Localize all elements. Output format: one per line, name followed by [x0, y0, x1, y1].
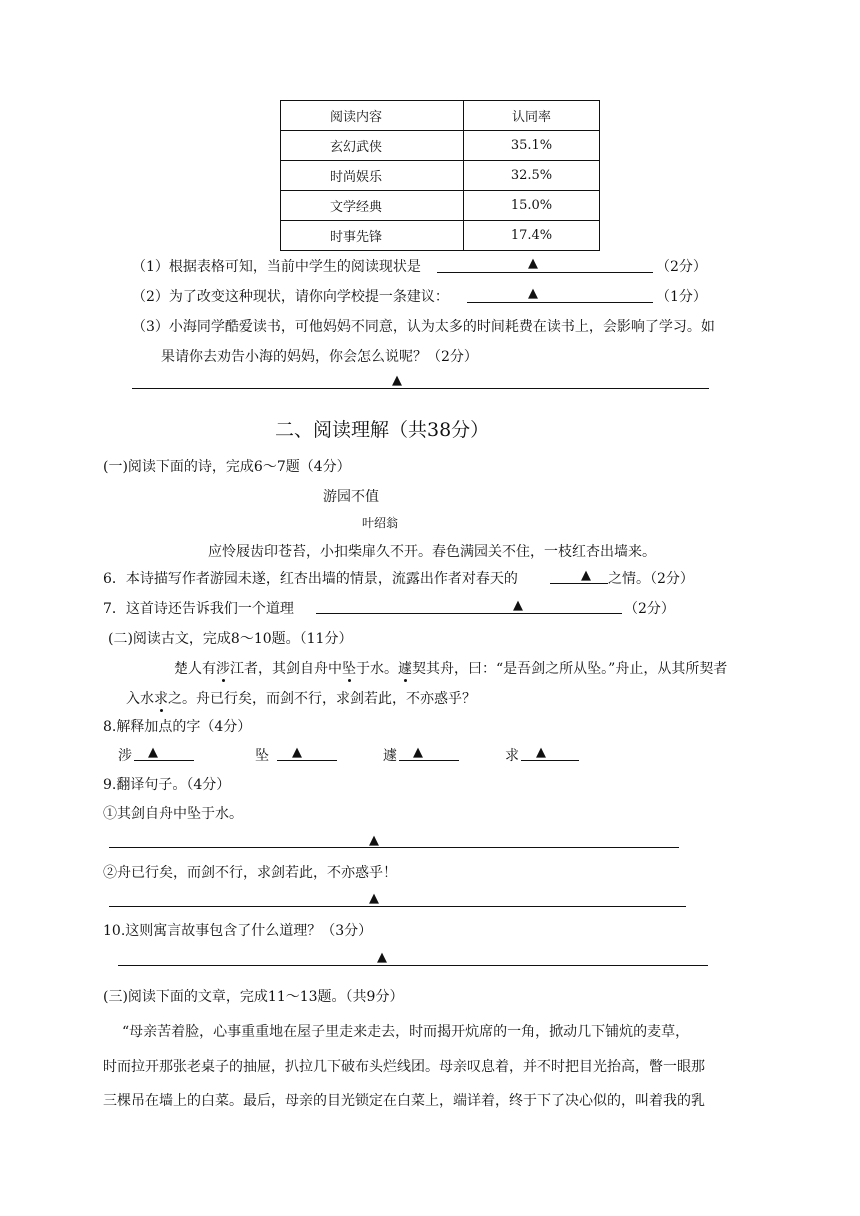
table-row — [281, 131, 600, 161]
prose-line-3: 三棵吊在墙上的白菜。最后，母亲的目光锁定在白菜上，端详着，终于下了决心似的，叫着我的乳 — [103, 1093, 705, 1109]
answer-mark-q8-ju: ▲ — [413, 745, 423, 760]
text-fragment: 江者，其剑自舟中 — [230, 661, 342, 677]
classical-section-intro: (二)阅读古文，完成8～10题。（11分） — [108, 631, 353, 647]
text-fragment: 契其舟，曰：“是吾剑之所从坠。”舟止，从其所契者 — [412, 661, 728, 677]
answer-mark-q6: ▲ — [581, 568, 591, 583]
answer-line-q8-qiu[interactable] — [521, 760, 579, 761]
prose-line-2: 时而拉开那张老桌子的抽屉，扒拉几下破布头烂线团。母亲叹息着，并不时把目光抬高，瞥一眼那 — [103, 1059, 705, 1075]
poem-author: 叶绍翁 — [362, 516, 399, 530]
answer-line-q9-2[interactable] — [109, 906, 686, 907]
dotted-char-zhui: 坠 — [342, 661, 356, 677]
prose-section-intro: (三)阅读下面的文章，完成11～13题。（共9分） — [103, 989, 404, 1005]
answer-line-q9-1[interactable] — [109, 847, 679, 848]
answer-line-q7[interactable] — [316, 613, 622, 614]
dotted-char-she: 涉 — [216, 661, 230, 677]
table-header-rate: 认同率 — [464, 101, 600, 131]
answer-line-q3[interactable] — [132, 388, 709, 389]
answer-mark-q2: ▲ — [528, 286, 538, 301]
answer-line-q6[interactable] — [550, 583, 608, 584]
answer-line-q10[interactable] — [118, 965, 708, 966]
poem-title: 游园不值 — [323, 489, 379, 505]
q8-word-ju: 遽 — [383, 748, 397, 764]
text-fragment: 之。舟已行矣，而剑不行，求剑若此，不亦惑乎？ — [168, 691, 476, 707]
q8-word-zhui: 坠 — [255, 748, 269, 764]
text-fragment: 于水。 — [356, 661, 398, 677]
answer-line-q8-she[interactable] — [134, 760, 194, 761]
table-row — [281, 191, 600, 221]
q8-word-qiu: 求 — [505, 748, 519, 764]
answer-line-q8-ju[interactable] — [399, 760, 459, 761]
classical-text-line2 — [126, 688, 476, 708]
question-6: 6．本诗描写作者游园未遂，红杏出墙的情景，流露出作者对春天的 — [103, 571, 518, 587]
question-2: （2）为了改变这种现状，请你向学校提一条建议： — [132, 289, 449, 305]
question-6-tail: 之情。（2分） — [608, 571, 694, 587]
question-3-line1: （3）小海同学酷爱读书，可他妈妈不同意，认为太多的时间耗费在读书上，会影响了学习。如 — [132, 319, 715, 335]
text-fragment: 楚人有 — [174, 661, 216, 677]
classical-text-line1 — [174, 658, 727, 678]
table-cell-rate: 35.1% — [464, 131, 600, 161]
answer-mark-q8-she: ▲ — [148, 745, 158, 760]
table-cell-rate: 15.0% — [464, 191, 600, 221]
question-1-score: （2分） — [656, 259, 707, 275]
table-cell-item: 时事先锋 — [281, 221, 464, 251]
dotted-char-ju: 遽 — [398, 661, 412, 677]
section-title: 二、阅读理解（共38分） — [275, 419, 490, 441]
question-3-line2: 果请你去劝告小海的妈妈，你会怎么说呢？（2分） — [161, 349, 478, 365]
table-row — [281, 221, 600, 251]
question-2-score: （1分） — [656, 289, 707, 305]
answer-mark-q8-zhui: ▲ — [292, 745, 302, 760]
answer-mark-q7: ▲ — [513, 598, 523, 613]
poem-text: 应怜屐齿印苍苔，小扣柴扉久不开。春色满园关不住，一枝红杏出墙来。 — [208, 544, 656, 560]
table-row — [281, 161, 600, 191]
answer-mark-q1: ▲ — [528, 256, 538, 271]
question-7-score: （2分） — [624, 601, 675, 617]
question-7: 7．这首诗还告诉我们一个道理 — [103, 601, 294, 617]
table-cell-rate: 32.5% — [464, 161, 600, 191]
question-1: （1）根据表格可知，当前中学生的阅读现状是 — [132, 259, 421, 275]
question-8: 8.解释加点的字（4分） — [103, 719, 252, 735]
q8-word-she: 涉 — [118, 748, 132, 764]
dotted-char-qiu: 求 — [154, 691, 168, 707]
table-header-item: 阅读内容 — [281, 101, 464, 131]
text-fragment: 入水 — [126, 691, 154, 707]
question-9-sentence-1: ①其剑自舟中坠于水。 — [103, 806, 243, 822]
table-cell-item: 玄幻武侠 — [281, 131, 464, 161]
answer-mark-q9-1: ▲ — [369, 833, 379, 848]
answer-mark-q8-qiu: ▲ — [536, 745, 546, 760]
survey-table — [280, 100, 600, 251]
question-9: 9.翻译句子。（4分） — [103, 777, 231, 793]
question-9-sentence-2: ②舟已行矣，而剑不行，求剑若此，不亦惑乎！ — [103, 865, 397, 881]
answer-mark-q10: ▲ — [377, 950, 387, 965]
answer-mark-q9-2: ▲ — [369, 891, 379, 906]
table-cell-item: 文学经典 — [281, 191, 464, 221]
question-10: 10.这则寓言故事包含了什么道理？（3分） — [103, 923, 373, 939]
answer-line-q1[interactable] — [437, 272, 653, 273]
poem-section-intro: (一)阅读下面的诗，完成6～7题（4分） — [103, 459, 351, 475]
table-cell-item: 时尚娱乐 — [281, 161, 464, 191]
answer-line-q2[interactable] — [467, 302, 653, 303]
table-header-row — [281, 101, 600, 131]
table-cell-rate: 17.4% — [464, 221, 600, 251]
answer-mark-q3: ▲ — [392, 373, 402, 388]
answer-line-q8-zhui[interactable] — [277, 760, 337, 761]
prose-line-1: “母亲苦着脸，心事重重地在屋子里走来走去，时而揭开炕席的一角，掀动几下铺炕的麦草， — [122, 1024, 690, 1040]
